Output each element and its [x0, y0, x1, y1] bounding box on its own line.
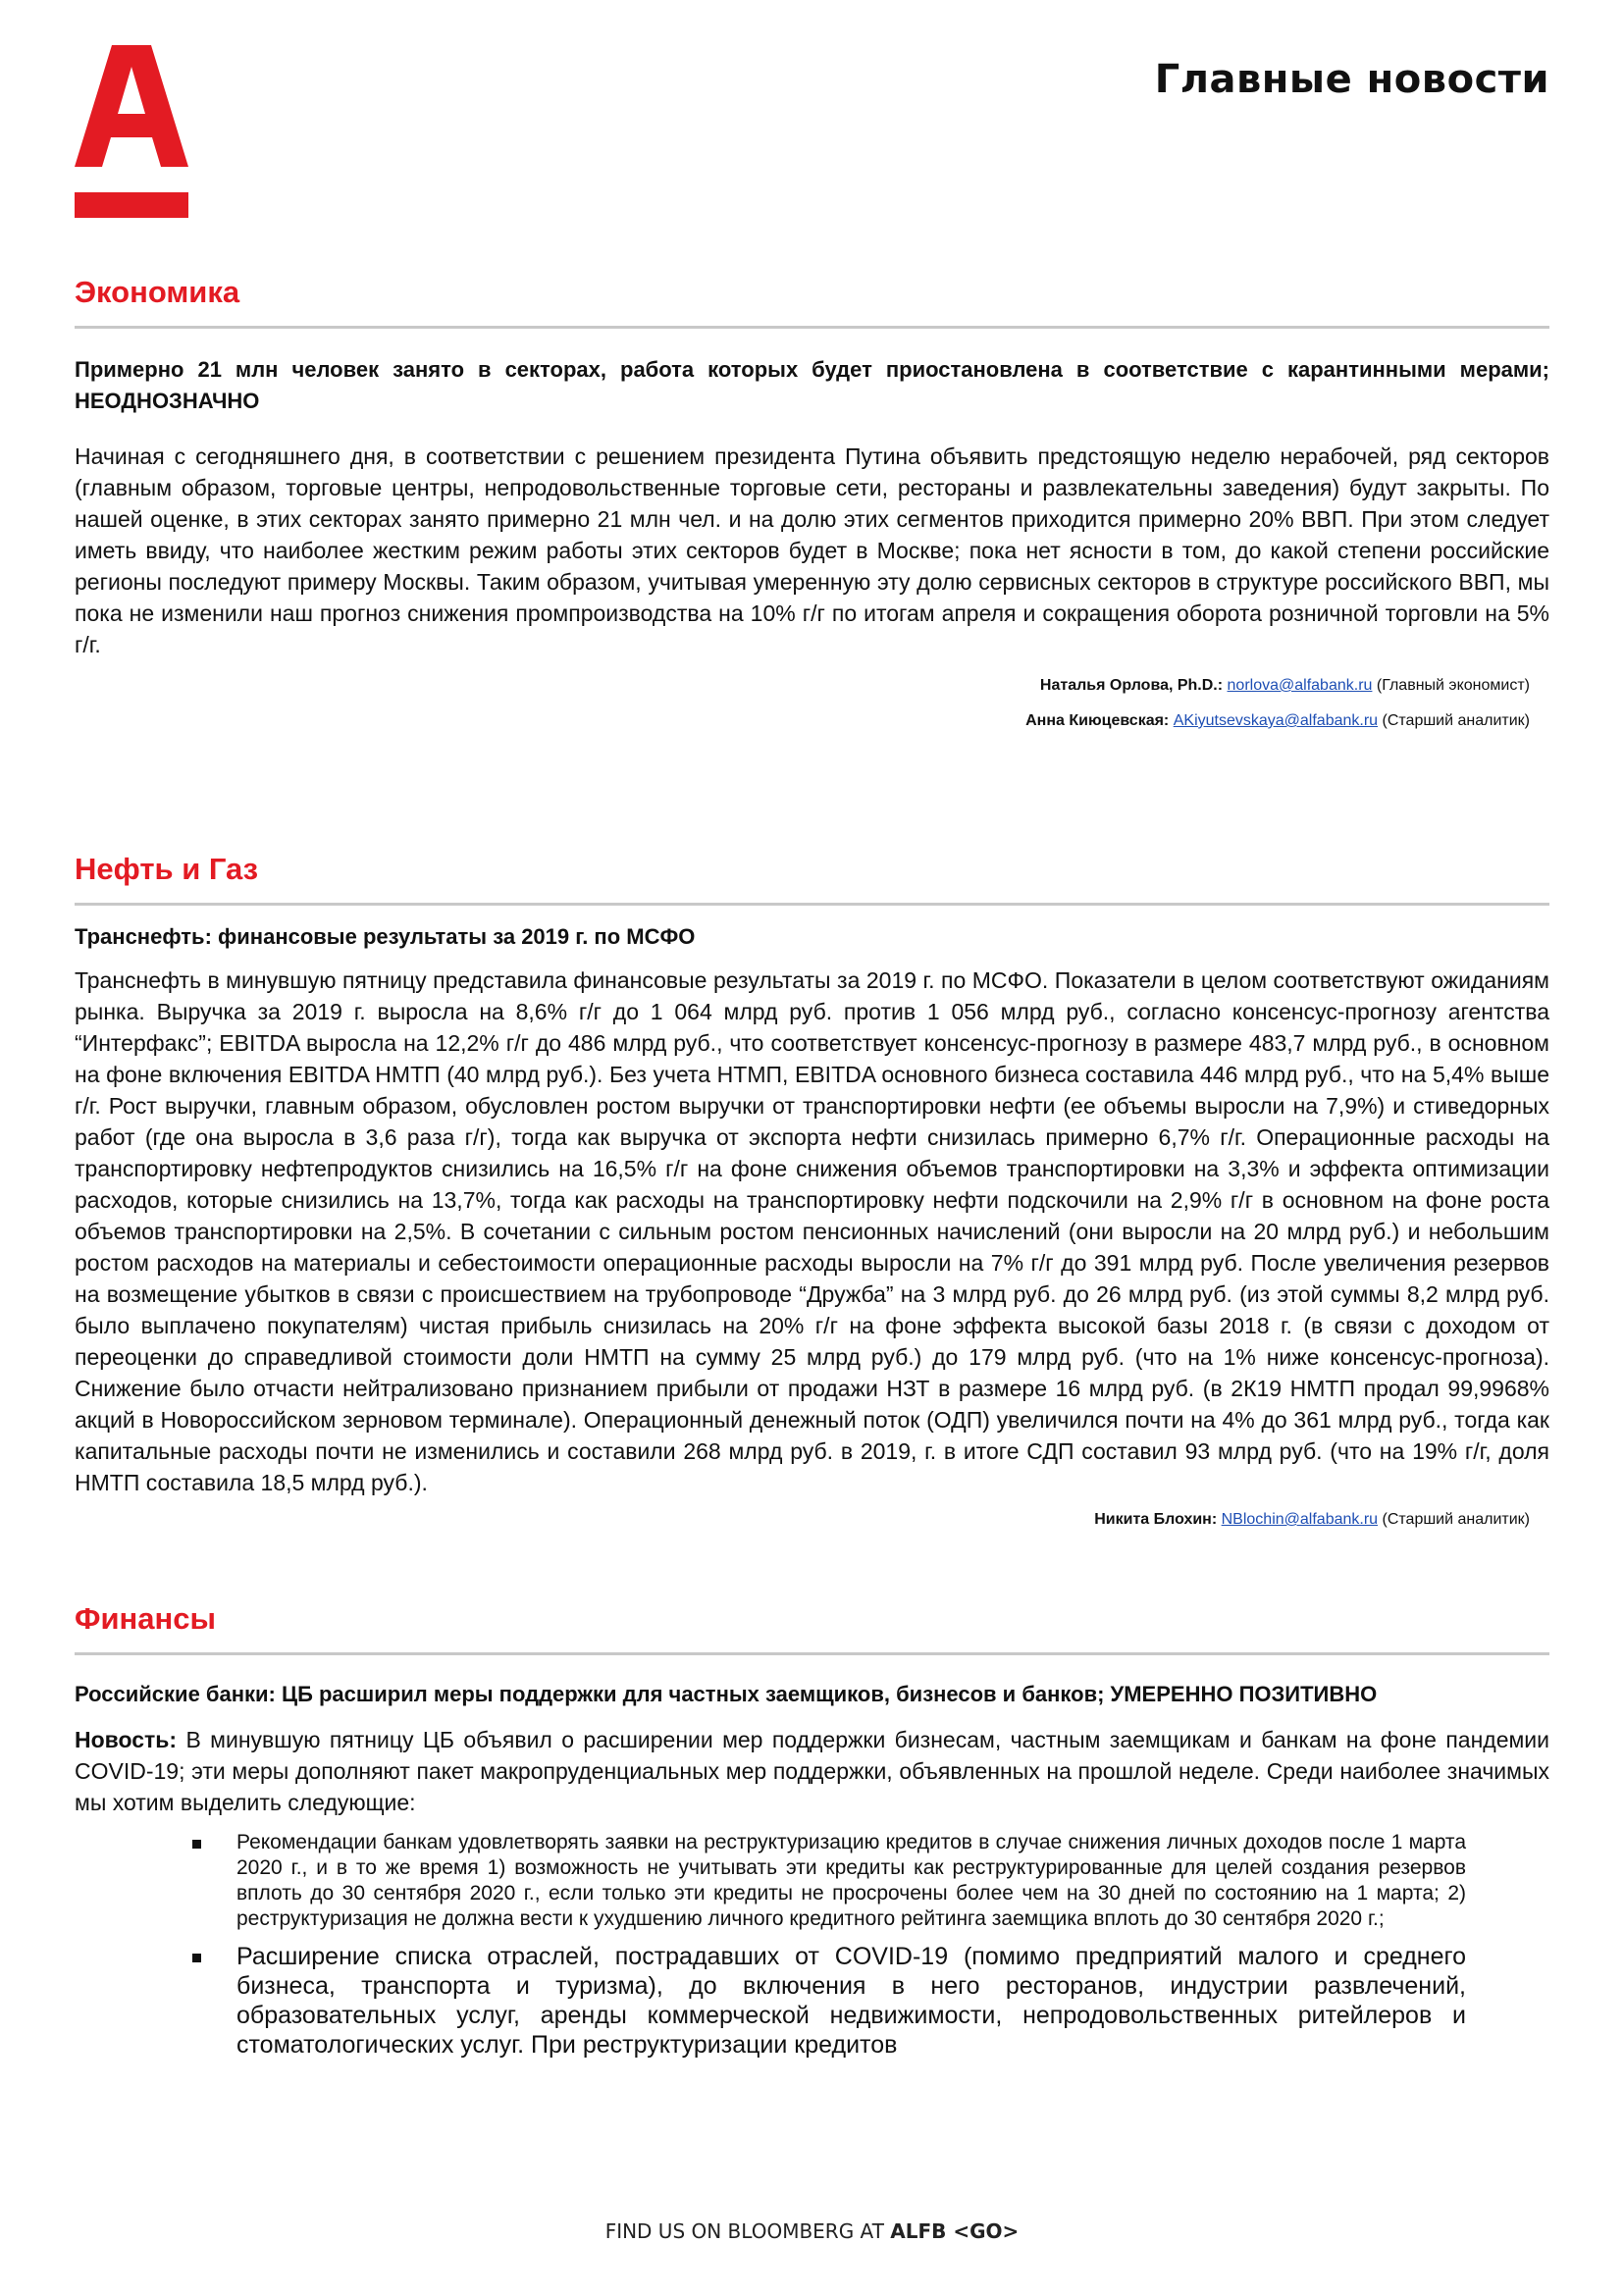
author-role: (Главный экономист): [1376, 677, 1530, 694]
author-credit: [75, 709, 1549, 733]
bullet-text: Рекомендации банкам удовлетворять заявки на реструктуризацию кредитов в случае снижения личных доходов после 1 марта 2020 г., и в то же время 1) возможность не учитывать эти кредиты как реструктурированные для целей создания резервов вплоть до 30 сентября 2020 г., если только эти кредиты не просрочены более чем на 30 дней по состоянию на 1 марта; 2) реструктуризация не должна вести к ухудшению личного кредитного рейтинга заемщика вплоть до 30 сентября 2020 г.;: [236, 1831, 1466, 1930]
author-email-link[interactable]: NBlochin@alfabank.ru: [1221, 1511, 1379, 1528]
bullet-text: Расширение списка отраслей, пострадавших от COVID-19 (помимо предприятий малого и среднего бизнеса, транспорта и туризма), до включения в него ресторанов, индустрии развлечений, образовательных услуг, аренды коммерческой недвижимости, непродовольственных ритейлеров и стоматологических услуг. При реструктуризации кредитов: [236, 1943, 1466, 2059]
news-label: Новость:: [75, 1727, 178, 1752]
footer-ticker: ALFB <GO>: [890, 2219, 1020, 2243]
list-item: [75, 1942, 1549, 2060]
news-paragraph: [75, 1724, 1549, 1818]
section-title-economy: Экономика: [75, 273, 1549, 329]
author-credit: [75, 1508, 1549, 1532]
alfa-logo-icon: [75, 45, 188, 226]
page-title: Главные новости: [1154, 57, 1549, 102]
news-text: В минувшую пятницу ЦБ объявил о расширении мер поддержки бизнесам, частным заемщикам и банкам на фоне пандемии COVID-19; эти меры дополняют пакет макропруденциальных мер поддержки, объявленных на прошлой неделе. Среди наиболее значимых мы хотим выделить следующие:: [75, 1727, 1549, 1815]
author-name: Наталья Орлова, Ph.D.:: [1039, 677, 1224, 694]
headline-economy: Примерно 21 млн человек занято в секторах, работа которых будет приостановлена в соответствие с карантинными мерами; НЕОДНОЗНАЧНО: [75, 357, 1549, 413]
footer-bloomberg: [0, 2219, 1624, 2243]
section-economy: [75, 273, 1549, 733]
section-title-finance: Финансы: [75, 1599, 1549, 1655]
bullet-square-icon: [192, 1840, 201, 1849]
list-item: [75, 1830, 1549, 1932]
author-role: (Старший аналитик): [1382, 712, 1530, 729]
section-title-oil-gas: Нефть и Газ: [75, 850, 1549, 906]
body-oil-gas: Транснефть в минувшую пятницу представила финансовые результаты за 2019 г. по МСФО. Показатели в целом соответствуют ожиданиям рынка. Выручка за 2019 г. выросла на 8,6% г/г до 1 064 млрд руб. против 1 056 млрд руб., согласно консенсус-прогнозу агентства “Интерфакс”; EBITDA выросла на 12,2% г/г до 486 млрд руб., что соответствует консенсус-прогнозу в размере 483,7 млрд руб., в основном на фоне включения EBITDA НМТП (40 млрд руб.). Без учета НТМП, EBITDA основного бизнеса составила 446 млрд руб., что на 5,4% выше г/г. Рост выручки, главным образом, обусловлен ростом выручки от транспортировки нефти (ее объемы выросли на 7,9%) и стиведорных работ (где она выросла в 3,6 раза г/г), тогда как выручка от экспорта нефти снизилась примерно 6,7% г/г. Операционные расходы на транспортировку нефтепродуктов снизились на 16,5% г/г на фоне снижения объемов транспортировки на 3,3% и эффекта оптимизации расходов, которые снизились на 13,7%, тогда как расходы на транспортировку нефти подскочили на 2,9% г/г в основном на фоне роста объемов транспортировки на 2,5%. В сочетании с сильным ростом пенсионных начислений (они выросли на 20 млрд руб.) и небольшим ростом расходов на материалы и себестоимости операционные расходы выросли на 7% г/г до 391 млрд руб. После увеличения резервов на возмещение убытков в связи с происшествием на трубопроводе “Дружба” на 3 млрд руб. до 26 млрд руб. (из этой суммы 8,2 млрд руб. было выплачено покупателям) чистая прибыль снизилась на 20% г/г на фоне эффекта высокой базы 2018 г. (в связи с доходом от переоценки до справедливой стоимости доли НМТП на сумму 25 млрд руб.) до 179 млрд руб. (что на 1% ниже консенсус-прогноза). Снижение было отчасти нейтрализовано признанием прибыли от продажи НЗТ в размере 16 млрд руб. (в 2К19 НМТП продал 99,9968% акций в Новороссийском зерновом терминале). Операционный денежный поток (ОДП) увеличился почти на 4% до 361 млрд руб., тогда как капитальные расходы почти не изменились и составили 268 млрд руб. в 2019, г. в итоге СДП составил 93 млрд руб. (что на 19% г/г, доля НМТП составила 18,5 млрд руб.).: [75, 967, 1549, 1495]
bullet-square-icon: [192, 1954, 201, 1962]
author-role: (Старший аналитик): [1382, 1511, 1530, 1528]
author-email-link[interactable]: AKiyutsevskaya@alfabank.ru: [1173, 712, 1379, 729]
headline-oil-gas: Транснефть: финансовые результаты за 2019 г. по МСФО: [75, 924, 696, 949]
author-name: Анна Киюцевская:: [1025, 712, 1170, 729]
section-finance: [75, 1599, 1549, 2060]
footer-prefix: FIND US ON BLOOMBERG AT: [604, 2219, 884, 2243]
author-name: Никита Блохин:: [1094, 1511, 1218, 1528]
body-economy: Начиная с сегодняшнего дня, в соответствии с решением президента Путина объявить предстоящую неделю нерабочей, ряд секторов (главным образом, торговые центры, непродовольственные торговые сети, рестораны и развлекательны заведения) будут закрыты. По нашей оценке, в этих секторах занято примерно 21 млн чел. и на долю этих сегментов приходится примерно 20% ВВП. При этом следует иметь ввиду, что наиболее жестким режим работы этих секторов будет в Москве; пока нет ясности в том, до какой степени российские регионы последуют примеру Москвы. Таким образом, учитывая умеренную эту долю сервисных секторов в структуре российского ВВП, мы пока не изменили наш прогноз снижения промпроизводства на 10% г/г по итогам апреля и сокращения оборота розничной торговли на 5% г/г.: [75, 444, 1549, 657]
bullet-list: [75, 1830, 1549, 2060]
section-oil-gas: [75, 850, 1549, 1532]
author-credit: [75, 674, 1549, 698]
headline-finance: Российские банки: ЦБ расширил меры поддержки для частных заемщиков, бизнесов и банков; УМЕРЕННО ПОЗИТИВНО: [75, 1682, 1378, 1706]
author-email-link[interactable]: norlova@alfabank.ru: [1227, 677, 1373, 694]
